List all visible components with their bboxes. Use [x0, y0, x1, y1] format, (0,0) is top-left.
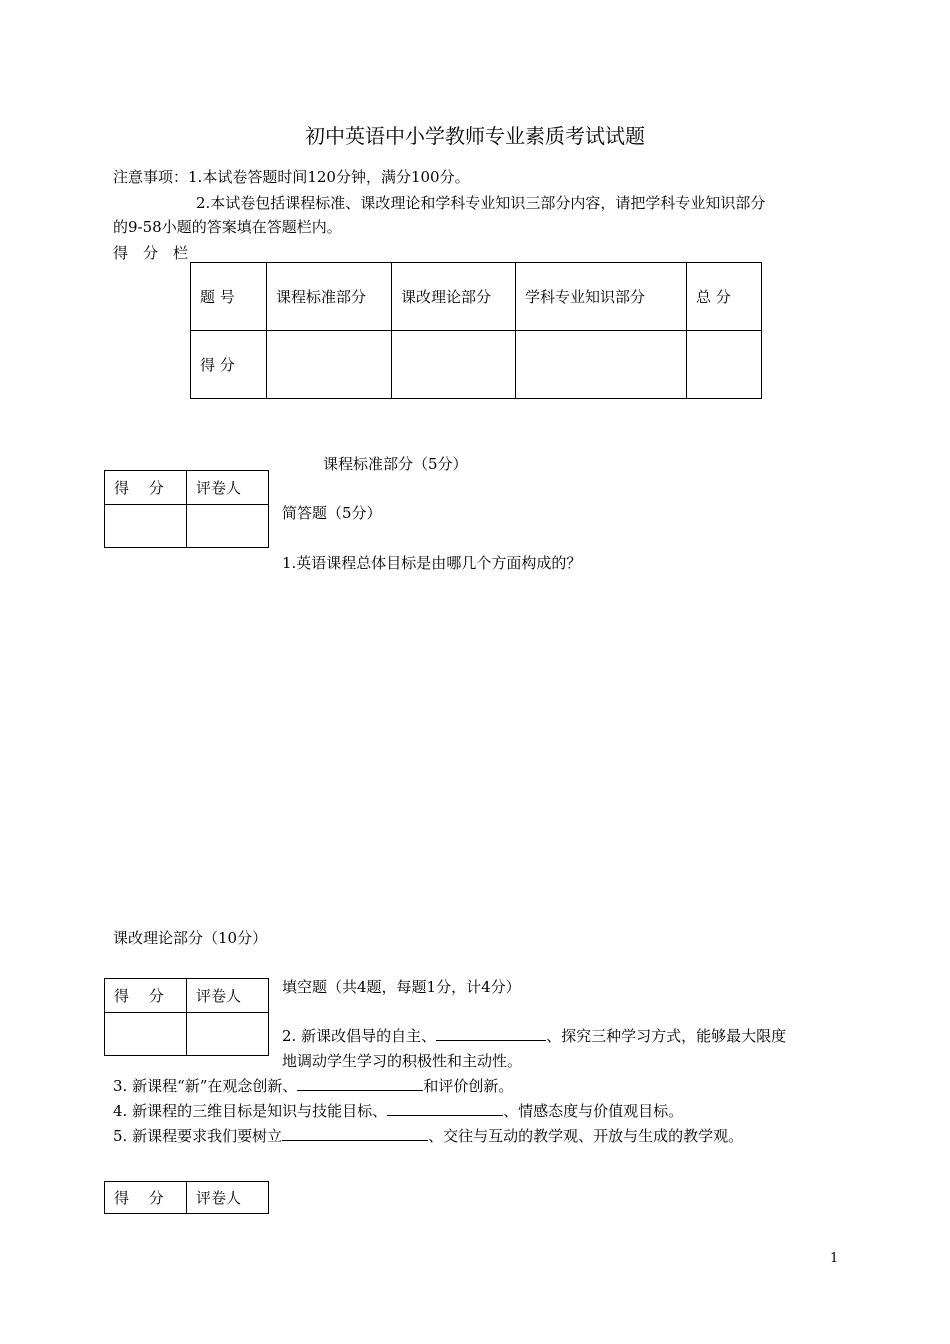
grader-name-label: 评卷人: [187, 1182, 269, 1214]
score-table-cell[interactable]: [516, 331, 687, 399]
notes-item-1: 1.本试卷答题时间120分钟，满分100分。: [188, 168, 470, 186]
page-number: 1: [830, 1251, 839, 1266]
answer-blank[interactable]: [297, 1076, 423, 1091]
question-text: 3. 新课程“新”在观念创新、: [113, 1077, 298, 1095]
notes-item-2-continued: 的9-58小题的答案填在答题栏内。: [113, 218, 342, 236]
subsection-title: 填空题（共4题，每题1分，计4分）: [282, 978, 521, 996]
page-title: 初中英语中小学教师专业素质考试试题: [305, 124, 645, 148]
notes-item-2: 2.本试卷包括课程标准、课改理论和学科专业知识三部分内容，请把学科专业知识部分: [196, 194, 766, 212]
score-bar-label: 得 分 栏: [113, 244, 189, 262]
score-table-header-cell: 题 号: [191, 263, 267, 331]
question-2-continued: 地调动学生学习的积极性和主动性。: [282, 1052, 523, 1070]
score-table: [190, 262, 762, 399]
section-title: 课改理论部分（10分）: [113, 929, 268, 947]
question-4: [113, 1100, 683, 1121]
question-3: [113, 1075, 513, 1096]
question-text: 、情感态度与价值观目标。: [503, 1102, 684, 1120]
score-table-cell[interactable]: [392, 331, 516, 399]
question-text: 5. 新课程要求我们要树立: [113, 1127, 283, 1145]
notes-line-1: [113, 166, 470, 187]
grader-box: [104, 470, 269, 548]
grader-score-cell[interactable]: [105, 1013, 187, 1056]
grader-name-cell[interactable]: [187, 1013, 269, 1056]
score-table-header-cell: 学科专业知识部分: [516, 263, 687, 331]
question-text: 2. 新课改倡导的自主、: [282, 1027, 437, 1045]
score-table-row-label: 得 分: [191, 331, 267, 399]
question-2: [282, 1025, 786, 1046]
question-text: 和评价创新。: [423, 1077, 514, 1095]
score-table-cell[interactable]: [687, 331, 762, 399]
grader-box: [104, 978, 269, 1056]
notes-label: 注意事项：: [113, 168, 189, 186]
score-table-header-cell: 课改理论部分: [392, 263, 516, 331]
score-table-header-row: [191, 263, 762, 331]
answer-blank[interactable]: [436, 1026, 546, 1041]
question-text: 、探究三种学习方式，能够最大限度: [546, 1027, 787, 1045]
grader-score-label: 得 分: [105, 471, 187, 505]
grader-name-cell[interactable]: [187, 505, 269, 548]
score-table-cell[interactable]: [267, 331, 392, 399]
grader-name-label: 评卷人: [187, 979, 269, 1013]
section-title: 课程标准部分（5分）: [323, 455, 468, 473]
question-5: [113, 1125, 743, 1146]
grader-score-cell[interactable]: [105, 505, 187, 548]
answer-blank[interactable]: [282, 1126, 428, 1141]
score-table-score-row: [191, 331, 762, 399]
subsection-title: 简答题（5分）: [282, 504, 382, 522]
answer-blank[interactable]: [387, 1101, 503, 1116]
question-text: 4. 新课程的三维目标是知识与技能目标、: [113, 1102, 388, 1120]
grader-score-label: 得 分: [105, 1182, 187, 1214]
question-text: 、交往与互动的教学观、开放与生成的教学观。: [428, 1127, 744, 1145]
question-1: 1.英语课程总体目标是由哪几个方面构成的？: [282, 554, 582, 572]
grader-name-label: 评卷人: [187, 471, 269, 505]
grader-score-label: 得 分: [105, 979, 187, 1013]
score-table-header-cell: 总 分: [687, 263, 762, 331]
score-table-header-cell: 课程标准部分: [267, 263, 392, 331]
grader-box: [104, 1181, 269, 1214]
